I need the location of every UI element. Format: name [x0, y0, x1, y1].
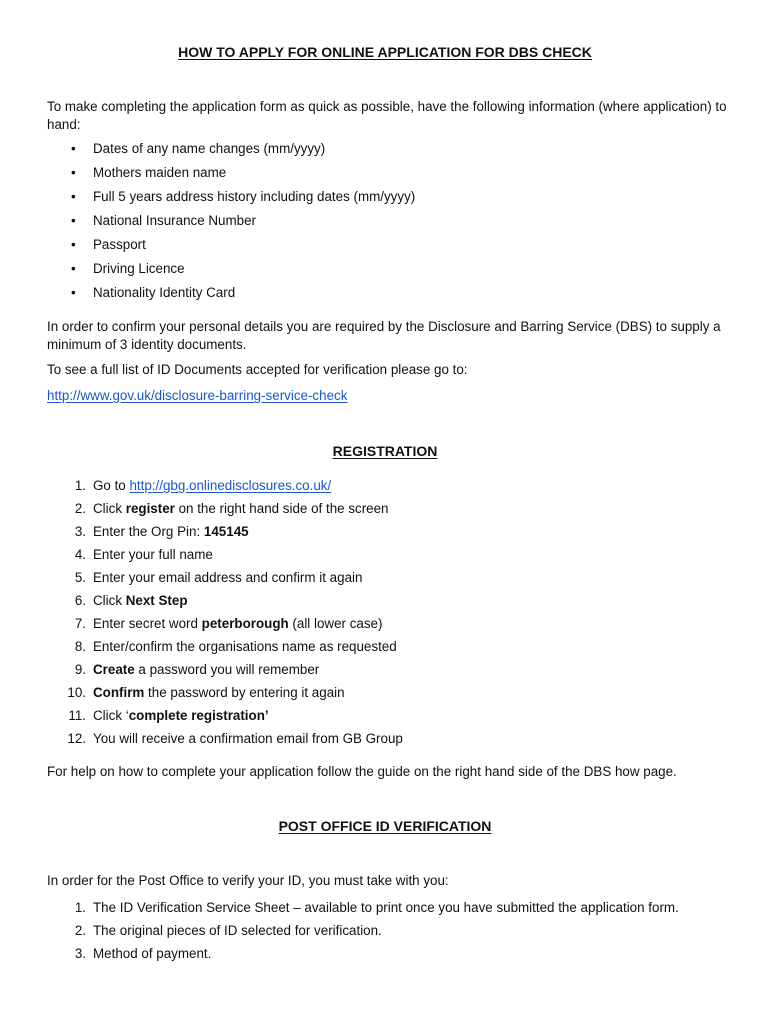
registration-step	[0, 684, 403, 707]
step-number: 11.	[68, 708, 86, 723]
step-text: You will receive a confirmation email from GB Group	[93, 731, 403, 746]
step-keyword: Confirm	[93, 685, 145, 700]
item-text: Method of payment.	[93, 946, 212, 961]
registration-step	[0, 477, 403, 500]
checklist	[0, 140, 415, 308]
step-text: Go to	[93, 478, 130, 493]
step-number: 9.	[74, 662, 86, 677]
step-keyword: register	[125, 501, 175, 516]
registration-steps	[0, 477, 403, 753]
step-keyword: complete registration’	[128, 708, 269, 723]
step-number: 7.	[74, 616, 86, 631]
registration-step	[0, 730, 403, 753]
checklist-item: • Dates of any name changes (mm/yyyy)	[0, 140, 415, 164]
registration-step	[0, 707, 403, 730]
step-text: Click	[93, 501, 126, 516]
intro-paragraph: To make completing the application form as quick as possible, have the following information (where application) to hand:	[47, 99, 727, 132]
registration-step	[0, 638, 403, 661]
checklist-item: • National Insurance Number	[0, 212, 415, 236]
checklist-item: • Driving Licence	[0, 260, 415, 284]
step-number: 1.	[74, 478, 86, 493]
page-title: HOW TO APPLY FOR ONLINE APPLICATION FOR DBS CHECK	[178, 44, 592, 60]
registration-step	[0, 546, 403, 569]
help-paragraph: For help on how to complete your application follow the guide on the right hand side of the DBS how page.	[47, 764, 677, 779]
post-office-intro: In order for the Post Office to verify your ID, you must take with you:	[47, 873, 449, 888]
step-text: on the right hand side of the screen	[174, 501, 389, 516]
id-list-link-line	[47, 387, 737, 405]
step-text: (all lower case)	[288, 616, 383, 631]
step-number: 5.	[74, 570, 86, 585]
step-text: Enter your full name	[93, 547, 213, 562]
post-office-heading: POST OFFICE ID VERIFICATION	[278, 818, 492, 834]
step-text: the password by entering it again	[144, 685, 345, 700]
item-number: 2.	[74, 923, 86, 938]
step-number: 4.	[74, 547, 86, 562]
step-number: 2.	[74, 501, 86, 516]
step-number: 3.	[74, 524, 86, 539]
confirm-paragraph: In order to confirm your personal details you are required by the Disclosure and Barring Service (DBS) to supply a minimum of 3 identity documents.	[47, 319, 721, 352]
registration-step	[0, 523, 403, 546]
step-keyword: Next Step	[125, 593, 188, 608]
registration-heading: REGISTRATION	[332, 443, 438, 459]
checklist-item: • Mothers maiden name	[0, 164, 415, 188]
registration-step	[0, 592, 403, 615]
registration-step	[0, 500, 403, 523]
secret-word: peterborough	[201, 616, 289, 631]
registration-step	[0, 661, 403, 684]
step-keyword: Create	[93, 662, 135, 677]
step-number: 12.	[67, 731, 86, 746]
post-office-items	[0, 899, 679, 968]
org-pin: 145145	[203, 524, 249, 539]
step-text: Click ‘	[93, 708, 129, 723]
step-text: Click	[93, 593, 126, 608]
checklist-item: • Nationality Identity Card	[0, 284, 415, 308]
post-office-item	[0, 922, 679, 945]
checklist-item: • Full 5 years address history including dates (mm/yyyy)	[0, 188, 415, 212]
id-list-paragraph: To see a full list of ID Documents accepted for verification please go to:	[47, 362, 468, 377]
item-text: The original pieces of ID selected for verification.	[93, 923, 382, 938]
checklist-item: • Passport	[0, 236, 415, 260]
step-text: Enter the Org Pin:	[93, 524, 204, 539]
step-text: Enter your email address and confirm it again	[93, 570, 363, 585]
step-text: Enter secret word	[93, 616, 202, 631]
item-number: 3.	[74, 946, 86, 961]
post-office-item	[0, 899, 679, 922]
item-text: The ID Verification Service Sheet – available to print once you have submitted the application form.	[93, 900, 679, 915]
post-office-item	[0, 945, 679, 968]
registration-step	[0, 615, 403, 638]
step-number: 8.	[74, 639, 86, 654]
step-number: 10.	[67, 685, 86, 700]
registration-step	[0, 569, 403, 592]
step-text: a password you will remember	[134, 662, 320, 677]
step-number: 6.	[74, 593, 86, 608]
id-documents-link[interactable]: http://www.gov.uk/disclosure-barring-service-check	[47, 388, 348, 403]
item-number: 1.	[74, 900, 86, 915]
gbg-link[interactable]: http://gbg.onlinedisclosures.co.uk/	[129, 478, 332, 493]
step-text: Enter/confirm the organisations name as requested	[93, 639, 397, 654]
